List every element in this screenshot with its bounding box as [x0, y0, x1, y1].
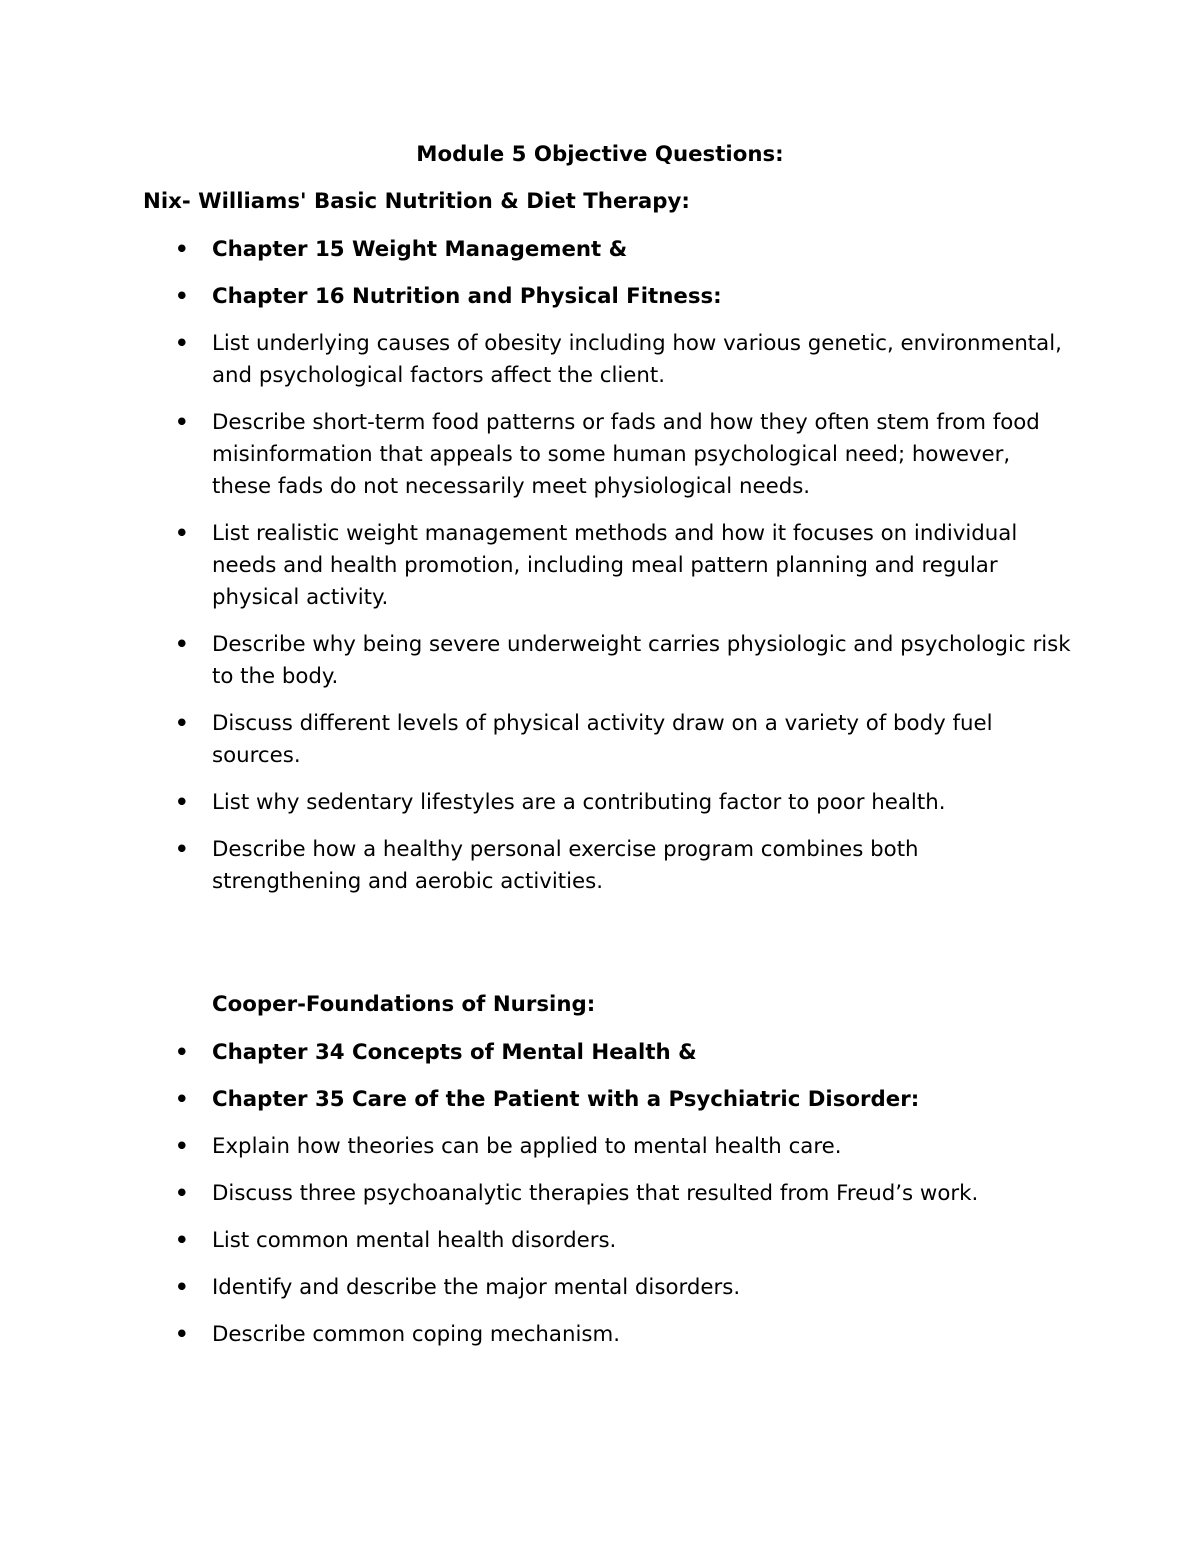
list-item-objective [0, 708, 1072, 772]
chapter-label: Chapter 34 Concepts of Mental Health & [212, 1040, 697, 1065]
chapter-label: Chapter 35 Care of the Patient with a Psychiatric Disorder: [212, 1087, 920, 1112]
bullet-icon: • [175, 1040, 189, 1065]
objective-text: Explain how theories can be applied to mental health care. [212, 1134, 842, 1159]
objective-text: List realistic weight management methods and how it focuses on individual needs and health promotion, including meal pattern planning and regular physical activity. [212, 521, 1018, 610]
chapter-label: Chapter 15 Weight Management & [212, 237, 628, 262]
objective-text: Describe how a healthy personal exercise program combines both strengthening and aerobic activities. [212, 837, 919, 894]
document-title: Module 5 Objective Questions: [416, 142, 784, 167]
objective-text: Describe why being severe underweight carries physiologic and psychologic risk to the body. [212, 632, 1071, 689]
objective-text: Discuss three psychoanalytic therapies that resulted from Freud’s work. [212, 1181, 979, 1206]
bullet-icon: • [175, 410, 189, 435]
objective-text: List why sedentary lifestyles are a contributing factor to poor health. [212, 790, 946, 815]
bullet-icon: • [175, 237, 189, 262]
list-item-chapter [0, 234, 1072, 266]
section2-list [0, 1037, 1200, 1366]
section1-list [0, 234, 1200, 913]
list-item-objective [0, 834, 1072, 898]
objective-text: Describe common coping mechanism. [212, 1322, 620, 1347]
section-heading-nix-williams: Nix- Williams' Basic Nutrition & Diet Therapy: [143, 189, 690, 214]
bullet-icon: • [175, 284, 189, 309]
list-item-objective [0, 1225, 1072, 1257]
objective-text: List underlying causes of obesity including how various genetic, environmental, and psychological factors affect the client. [212, 331, 1062, 388]
list-item-objective [0, 518, 1072, 614]
bullet-icon: • [175, 1322, 189, 1347]
list-item-chapter [0, 1037, 1072, 1069]
list-item-chapter [0, 1084, 1072, 1116]
list-item-objective [0, 407, 1072, 503]
objective-text: Identify and describe the major mental disorders. [212, 1275, 741, 1300]
bullet-icon: • [175, 331, 189, 356]
bullet-icon: • [175, 790, 189, 815]
list-item-objective [0, 629, 1072, 693]
list-item-objective [0, 328, 1072, 392]
list-item-objective [0, 1272, 1072, 1304]
objective-text: Discuss different levels of physical activity draw on a variety of body fuel sources. [212, 711, 993, 768]
bullet-icon: • [175, 837, 189, 862]
bullet-icon: • [175, 1181, 189, 1206]
bullet-icon: • [175, 1134, 189, 1159]
bullet-icon: • [175, 521, 189, 546]
bullet-icon: • [175, 1087, 189, 1112]
bullet-icon: • [175, 632, 189, 657]
bullet-icon: • [175, 1228, 189, 1253]
section-heading-cooper: Cooper-Foundations of Nursing: [212, 992, 596, 1017]
bullet-icon: • [175, 711, 189, 736]
list-item-chapter [0, 281, 1072, 313]
list-item-objective [0, 1178, 1072, 1210]
bullet-icon: • [175, 1275, 189, 1300]
objective-text: Describe short-term food patterns or fads and how they often stem from food misinformation that appeals to some human psychological need; however, these fads do not necessarily meet physiological needs. [212, 410, 1040, 499]
list-item-objective [0, 1131, 1072, 1163]
list-item-objective [0, 1319, 1072, 1351]
chapter-label: Chapter 16 Nutrition and Physical Fitness: [212, 284, 722, 309]
objective-text: List common mental health disorders. [212, 1228, 617, 1253]
list-item-objective [0, 787, 1072, 819]
